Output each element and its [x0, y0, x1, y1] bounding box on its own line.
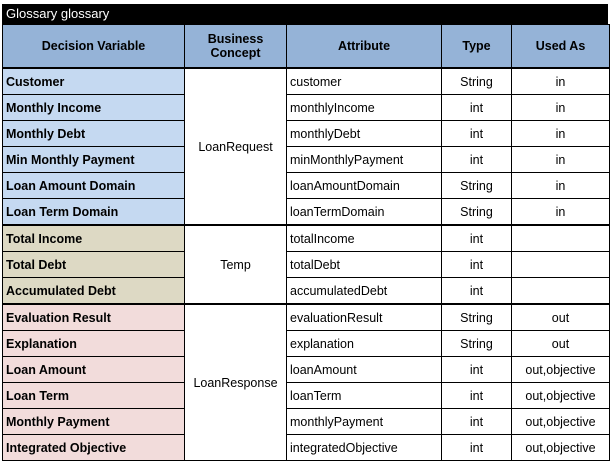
table-row — [3, 409, 610, 435]
decision-variable-cell: Monthly Debt — [3, 121, 185, 147]
table-row — [3, 357, 610, 383]
type-cell: int — [442, 225, 512, 252]
used-as-cell: in — [512, 147, 610, 173]
type-cell: int — [442, 357, 512, 383]
attribute-cell: loanTerm — [287, 383, 442, 409]
used-as-cell: in — [512, 173, 610, 199]
attribute-cell: loanAmount — [287, 357, 442, 383]
glossary-title: Glossary glossary — [2, 4, 608, 24]
table-row — [3, 278, 610, 305]
table-row — [3, 252, 610, 278]
decision-variable-cell: Loan Amount Domain — [3, 173, 185, 199]
used-as-cell — [512, 225, 610, 252]
table-row — [3, 147, 610, 173]
table-row — [3, 68, 610, 95]
business-concept-cell: LoanResponse — [185, 304, 287, 461]
table-row — [3, 331, 610, 357]
type-cell: int — [442, 147, 512, 173]
used-as-cell: in — [512, 68, 610, 95]
type-cell: int — [442, 435, 512, 461]
attribute-cell: monthlyIncome — [287, 95, 442, 121]
type-cell: int — [442, 121, 512, 147]
header-used-as: Used As — [512, 25, 610, 69]
attribute-cell: monthlyDebt — [287, 121, 442, 147]
table-row — [3, 199, 610, 226]
header-attribute: Attribute — [287, 25, 442, 69]
type-cell: int — [442, 278, 512, 305]
attribute-cell: loanTermDomain — [287, 199, 442, 226]
used-as-cell — [512, 278, 610, 305]
business-concept-cell: LoanRequest — [185, 68, 287, 225]
used-as-cell: out,objective — [512, 409, 610, 435]
attribute-cell: evaluationResult — [287, 304, 442, 331]
type-cell: int — [442, 95, 512, 121]
attribute-cell: totalDebt — [287, 252, 442, 278]
table-row — [3, 383, 610, 409]
type-cell: int — [442, 252, 512, 278]
business-concept-cell: Temp — [185, 225, 287, 304]
attribute-cell: monthlyPayment — [287, 409, 442, 435]
type-cell: String — [442, 68, 512, 95]
attribute-cell: minMonthlyPayment — [287, 147, 442, 173]
attribute-cell: totalIncome — [287, 225, 442, 252]
glossary-table — [2, 24, 610, 461]
decision-variable-cell: Integrated Objective — [3, 435, 185, 461]
type-cell: String — [442, 199, 512, 226]
table-row — [3, 173, 610, 199]
table-row — [3, 435, 610, 461]
table-row — [3, 304, 610, 331]
used-as-cell: out — [512, 304, 610, 331]
table-row — [3, 225, 610, 252]
attribute-cell: customer — [287, 68, 442, 95]
decision-variable-cell: Explanation — [3, 331, 185, 357]
decision-variable-cell: Loan Term — [3, 383, 185, 409]
used-as-cell: out — [512, 331, 610, 357]
used-as-cell: in — [512, 199, 610, 226]
used-as-cell: out,objective — [512, 435, 610, 461]
table-row — [3, 95, 610, 121]
glossary-body — [3, 68, 610, 461]
decision-variable-cell: Min Monthly Payment — [3, 147, 185, 173]
type-cell: int — [442, 409, 512, 435]
decision-variable-cell: Total Debt — [3, 252, 185, 278]
used-as-cell: in — [512, 121, 610, 147]
decision-variable-cell: Customer — [3, 68, 185, 95]
decision-variable-cell: Monthly Income — [3, 95, 185, 121]
attribute-cell: integratedObjective — [287, 435, 442, 461]
header-row — [3, 25, 610, 69]
decision-variable-cell: Loan Amount — [3, 357, 185, 383]
decision-variable-cell: Evaluation Result — [3, 304, 185, 331]
used-as-cell: out,objective — [512, 357, 610, 383]
type-cell: String — [442, 173, 512, 199]
decision-variable-cell: Loan Term Domain — [3, 199, 185, 226]
used-as-cell: in — [512, 95, 610, 121]
decision-variable-cell: Accumulated Debt — [3, 278, 185, 305]
table-row — [3, 121, 610, 147]
attribute-cell: loanAmountDomain — [287, 173, 442, 199]
decision-variable-cell: Total Income — [3, 225, 185, 252]
attribute-cell: accumulatedDebt — [287, 278, 442, 305]
type-cell: String — [442, 304, 512, 331]
used-as-cell: out,objective — [512, 383, 610, 409]
decision-variable-cell: Monthly Payment — [3, 409, 185, 435]
attribute-cell: explanation — [287, 331, 442, 357]
type-cell: String — [442, 331, 512, 357]
header-type: Type — [442, 25, 512, 69]
header-business-concept: Business Concept — [185, 25, 287, 69]
type-cell: int — [442, 383, 512, 409]
used-as-cell — [512, 252, 610, 278]
header-decision-variable: Decision Variable — [3, 25, 185, 69]
